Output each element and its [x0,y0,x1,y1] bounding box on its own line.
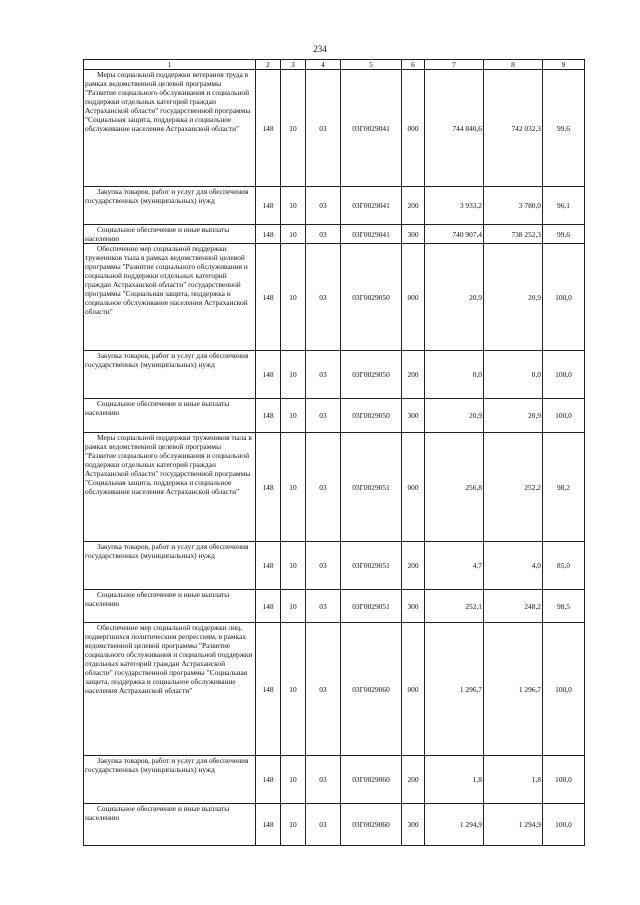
table-row [84,244,585,351]
cell-expense-type: 200 [402,187,425,225]
cell-expense-type: 000 [402,244,425,351]
cell-subsection: 03 [306,70,341,187]
col-header: 6 [402,60,425,70]
cell-subsection: 03 [306,187,341,225]
cell-actual: 0,0 [484,351,543,399]
cell-target-code: 03Г0029051 [341,590,402,623]
cell-admin-code: 148 [256,70,281,187]
cell-actual: 248,2 [484,590,543,623]
cell-target-code: 03Г0029041 [341,225,402,244]
cell-plan: 1 294,9 [425,804,484,846]
cell-target-code: 03Г0029060 [341,756,402,804]
header-row [84,60,585,70]
cell-actual: 738 252,3 [484,225,543,244]
table-row [84,225,585,244]
cell-actual: 20,9 [484,244,543,351]
cell-expense-type: 000 [402,623,425,756]
cell-plan: 744 840,6 [425,70,484,187]
cell-percent: 96,1 [543,187,585,225]
cell-subsection: 03 [306,756,341,804]
cell-section: 10 [281,351,306,399]
cell-actual: 252,2 [484,433,543,542]
cell-target-code: 03Г0029041 [341,187,402,225]
cell-section: 10 [281,623,306,756]
row-description: Социальное обеспечение и иные выплаты населению [84,225,256,244]
cell-percent: 98,5 [543,590,585,623]
cell-admin-code: 148 [256,399,281,433]
cell-expense-type: 300 [402,590,425,623]
cell-percent: 100,0 [543,351,585,399]
table-row [84,433,585,542]
row-description: Меры социальной поддержки тружеников тыла в рамках ведомственной целевой программы "Развитие социального обслуживания и социальной поддержки отдельных категорий граждан Астраханской области" государственной программы "Социальная защита, поддержка и социальное обслуживание населения Астраханской области" [84,433,256,542]
cell-expense-type: 000 [402,70,425,187]
cell-plan: 252,1 [425,590,484,623]
table-row [84,756,585,804]
cell-percent: 100,0 [543,804,585,846]
cell-actual: 1 296,7 [484,623,543,756]
cell-subsection: 03 [306,623,341,756]
cell-plan: 256,8 [425,433,484,542]
cell-admin-code: 148 [256,756,281,804]
row-description: Социальное обеспечение и иные выплаты населению [84,590,256,623]
cell-subsection: 03 [306,542,341,590]
table-row [84,187,585,225]
cell-expense-type: 200 [402,542,425,590]
cell-expense-type: 300 [402,399,425,433]
row-description: Закупка товаров, работ и услуг для обеспечения государственных (муниципальных) нужд [84,351,256,399]
row-description: Меры социальной поддержки ветеранов труда в рамках ведомственной целевой программы "Развитие социального обслуживания и социальной поддержки отдельных категорий граждан Астраханской области" государственной программы "Социальная защита, поддержка и социальное обслуживание населения Астраханской области" [84,70,256,187]
cell-section: 10 [281,590,306,623]
cell-subsection: 03 [306,225,341,244]
cell-target-code: 03Г0029060 [341,623,402,756]
col-header: 4 [306,60,341,70]
cell-plan: 1 296,7 [425,623,484,756]
cell-admin-code: 148 [256,590,281,623]
row-description: Закупка товаров, работ и услуг для обеспечения государственных (муниципальных) нужд [84,542,256,590]
cell-admin-code: 148 [256,542,281,590]
cell-subsection: 03 [306,590,341,623]
col-header: 9 [543,60,585,70]
table-row [84,542,585,590]
cell-subsection: 03 [306,433,341,542]
cell-percent: 100,0 [543,399,585,433]
cell-section: 10 [281,433,306,542]
col-header: 7 [425,60,484,70]
cell-section: 10 [281,187,306,225]
cell-section: 10 [281,756,306,804]
cell-percent: 85,0 [543,542,585,590]
row-description: Социальное обеспечение и иные выплаты населению [84,399,256,433]
cell-admin-code: 148 [256,351,281,399]
row-description: Обеспечение мер социальной поддержки тружеников тыла в рамках ведомственной целевой программы "Развитие социального обслуживания и социальной поддержки отдельных категорий граждан Астраханской области" государственной программы "Социальная защита, поддержка и социальное обслуживание населения Астраханской области" [84,244,256,351]
cell-admin-code: 148 [256,225,281,244]
cell-actual: 1 294,9 [484,804,543,846]
cell-section: 10 [281,244,306,351]
cell-target-code: 03Г0029050 [341,399,402,433]
col-header: 3 [281,60,306,70]
cell-percent: 99,6 [543,225,585,244]
cell-percent: 98,2 [543,433,585,542]
cell-percent: 100,0 [543,623,585,756]
cell-plan: 20,9 [425,244,484,351]
page-number: 234 [313,44,327,54]
cell-subsection: 03 [306,351,341,399]
cell-subsection: 03 [306,804,341,846]
cell-expense-type: 300 [402,225,425,244]
cell-target-code: 03Г0029051 [341,542,402,590]
row-description: Закупка товаров, работ и услуг для обеспечения государственных (муниципальных) нужд [84,756,256,804]
col-header: 1 [84,60,256,70]
table-row [84,399,585,433]
cell-expense-type: 300 [402,804,425,846]
cell-plan: 4,7 [425,542,484,590]
cell-subsection: 03 [306,399,341,433]
row-description: Обеспечение мер социальной поддержки лиц, подвергшихся политическим репрессиям, в рамках ведомственной целевой программы "Развитие социального обслуживания и социальной поддержки отдельных категорий граждан Астраханской области" государственной программы "Социальная защита, поддержка и социальное обслуживание населения Астраханской области" [84,623,256,756]
cell-percent: 99,6 [543,70,585,187]
cell-expense-type: 200 [402,756,425,804]
cell-plan: 20,9 [425,399,484,433]
cell-actual: 3 780,0 [484,187,543,225]
table-row [84,70,585,187]
cell-admin-code: 148 [256,804,281,846]
cell-target-code: 03Г0029060 [341,804,402,846]
col-header: 8 [484,60,543,70]
cell-percent: 100,0 [543,756,585,804]
cell-admin-code: 148 [256,244,281,351]
table-row [84,351,585,399]
cell-section: 10 [281,399,306,433]
table-row [84,623,585,756]
cell-expense-type: 000 [402,433,425,542]
table-row [84,804,585,846]
cell-target-code: 03Г0029050 [341,351,402,399]
cell-subsection: 03 [306,244,341,351]
table-row [84,590,585,623]
cell-target-code: 03Г0029050 [341,244,402,351]
cell-expense-type: 200 [402,351,425,399]
cell-actual: 4,0 [484,542,543,590]
col-header: 2 [256,60,281,70]
cell-plan: 3 933,2 [425,187,484,225]
cell-admin-code: 148 [256,433,281,542]
cell-percent: 100,0 [543,244,585,351]
cell-plan: 740 907,4 [425,225,484,244]
cell-target-code: 03Г0029051 [341,433,402,542]
cell-actual: 20,9 [484,399,543,433]
cell-target-code: 03Г0029041 [341,70,402,187]
row-description: Закупка товаров, работ и услуг для обеспечения государственных (муниципальных) нужд [84,187,256,225]
cell-admin-code: 148 [256,623,281,756]
cell-plan: 1,8 [425,756,484,804]
cell-section: 10 [281,542,306,590]
cell-plan: 0,0 [425,351,484,399]
row-description: Социальное обеспечение и иные выплаты населению [84,804,256,846]
cell-section: 10 [281,70,306,187]
col-header: 5 [341,60,402,70]
cell-section: 10 [281,225,306,244]
cell-section: 10 [281,804,306,846]
cell-actual: 742 032,3 [484,70,543,187]
cell-actual: 1,8 [484,756,543,804]
cell-admin-code: 148 [256,187,281,225]
budget-table [83,59,585,846]
